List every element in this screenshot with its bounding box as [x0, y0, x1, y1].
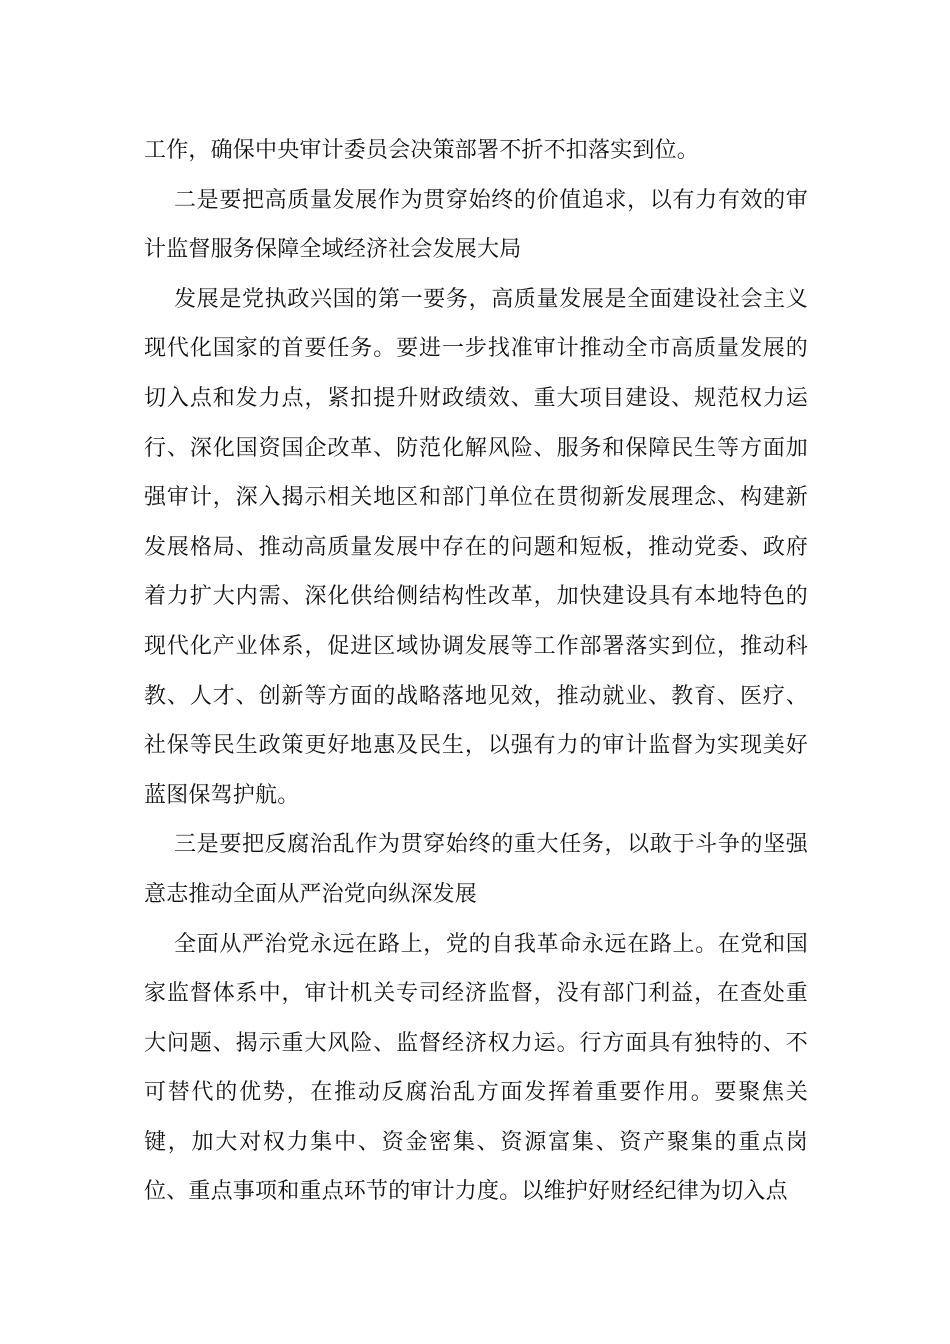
section-heading-2: 二是要把高质量发展作为贯穿始终的价值追求，以有力有效的审计监督服务保障全域经济社会发展大局: [144, 187, 808, 263]
paragraph-continuation: 工作，确保中央审计委员会决策部署不折不扣落实到位。: [144, 138, 700, 163]
document-body: [144, 126, 808, 1217]
paragraph-anticorruption: 全面从严治党永远在路上，党的自我革命永远在路上。在党和国家监督体系中，审计机关专司经济监督，没有部门利益，在查处重大问题、揭示重大风险、监督经济权力运。行方面具有独特的、不可替代的优势，在推动反腐治乱方面发挥着重要作用。要聚焦关键，加大对权力集中、资金密集、资源富集、资产聚集的重点岗位、重点事项和重点环节的审计力度。以维护好财经纪律为切入点: [144, 931, 808, 1205]
paragraph-development: 发展是党执政兴国的第一要务，高质量发展是全面建设社会主义现代化国家的首要任务。要进一步找准审计推动全市高质量发展的切入点和发力点，紧扣提升财政绩效、重大项目建设、规范权力运行、深化国资国企改革、防范化解风险、服务和保障民生等方面加强审计，深入揭示相关地区和部门单位在贯彻新发展理念、构建新发展格局、推动高质量发展中存在的问题和短板，推动党委、政府着力扩大内需、深化供给侧结构性改革，加快建设具有本地特色的现代化产业体系，促进区域协调发展等工作部署落实到位，推动科教、人才、创新等方面的战略落地见效，推动就业、教育、医疗、社保等民生政策更好地惠及民生，以强有力的审计监督为实现美好蓝图保驾护航。: [144, 286, 808, 808]
section-heading-3: 三是要把反腐治乱作为贯穿始终的重大任务，以敢于斗争的坚强意志推动全面从严治党向纵深发展: [144, 832, 808, 907]
